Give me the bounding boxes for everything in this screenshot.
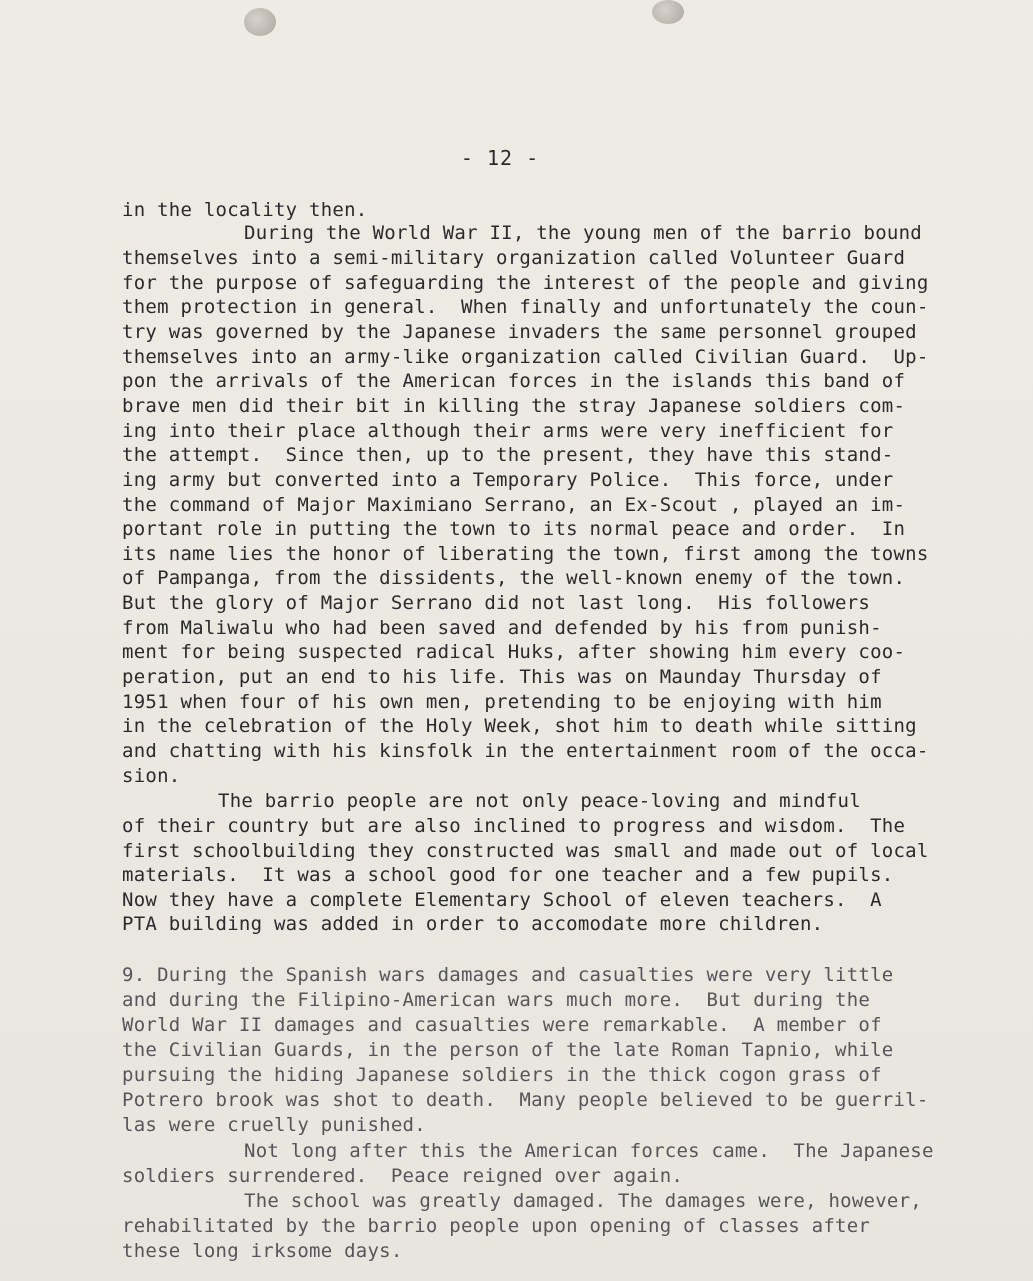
text-line: rehabilitated by the barrio people upon opening of classes after (122, 1215, 871, 1237)
page-number: - 12 - (460, 146, 540, 170)
text-line: from Maliwalu who had been saved and defended by his from punish- (122, 617, 882, 639)
text-line: pon the arrivals of the American forces in the islands this band of (122, 370, 906, 392)
text-line: ing army but converted into a Temporary Police. This force, under (122, 469, 894, 491)
text-line: try was governed by the Japanese invaders the same personnel grouped (122, 321, 917, 343)
text-line: brave men did their bit in killing the stray Japanese soldiers com- (122, 395, 906, 417)
text-line: them protection in general. When finally and unfortunately the coun- (122, 296, 929, 318)
text-line: 1951 when four of his own men, pretending to be enjoying with him (122, 691, 882, 713)
text-line: But the glory of Major Serrano did not last long. His followers (122, 592, 871, 614)
text-line: ing into their place although their arms were very inefficient for (122, 420, 894, 442)
text-line: in the celebration of the Holy Week, shot him to death while sitting (122, 715, 917, 737)
text-line: themselves into a semi-military organization called Volunteer Guard (122, 247, 906, 269)
text-line: ment for being suspected radical Huks, after showing him every coo- (122, 641, 906, 663)
text-line: and chatting with his kinsfolk in the entertainment room of the occa- (122, 740, 929, 762)
text-line: peration, put an end to his life. This was on Maunday Thursday of (122, 666, 882, 688)
text-line: the command of Major Maximiano Serrano, an Ex-Scout , played an im- (122, 494, 906, 516)
punch-hole-right (652, 0, 684, 24)
text-line: themselves into an army-like organization called Civilian Guard. Up- (122, 346, 929, 368)
text-line: PTA building was added in order to accomodate more children. (122, 913, 824, 935)
text-line: 9. During the Spanish wars damages and casualties were very little (122, 964, 894, 986)
punch-hole-left (244, 8, 276, 36)
text-line: of Pampanga, from the dissidents, the well-known enemy of the town. (122, 567, 906, 589)
text-line: for the purpose of safeguarding the interest of the people and giving (122, 272, 929, 294)
text-line: pursuing the hiding Japanese soldiers in the thick cogon grass of (122, 1064, 882, 1086)
text-line: Now they have a complete Elementary School of eleven teachers. A (122, 889, 882, 911)
text-line: sion. (122, 765, 181, 787)
text-line: Potrero brook was shot to death. Many people believed to be guerril- (122, 1089, 929, 1111)
text-line: materials. It was a school good for one teacher and a few pupils. (122, 864, 894, 886)
text-line: Not long after this the American forces came. The Japanese (244, 1140, 934, 1162)
text-line: World War II damages and casualties were remarkable. A member of (122, 1014, 882, 1036)
text-line: the Civilian Guards, in the person of the late Roman Tapnio, while (122, 1039, 894, 1061)
text-line: soldiers surrendered. Peace reigned over again. (122, 1165, 684, 1187)
text-line: and during the Filipino-American wars much more. But during the (122, 989, 871, 1011)
text-line: During the World War II, the young men of the barrio bound (244, 222, 922, 244)
text-line: The barrio people are not only peace-loving and mindful (218, 790, 861, 812)
text-line: these long irksome days. (122, 1240, 403, 1262)
text-line: las were cruelly punished. (122, 1114, 426, 1136)
text-line: of their country but are also inclined to progress and wisdom. The (122, 815, 906, 837)
text-line: the attempt. Since then, up to the present, they have this stand- (122, 444, 894, 466)
text-line: The school was greatly damaged. The damages were, however, (244, 1190, 922, 1212)
text-line: portant role in putting the town to its normal peace and order. In (122, 518, 906, 540)
text-line: in the locality then. (122, 199, 368, 221)
text-line: first schoolbuilding they constructed was small and made out of local (122, 840, 929, 862)
text-line: its name lies the honor of liberating the town, first among the towns (122, 543, 929, 565)
